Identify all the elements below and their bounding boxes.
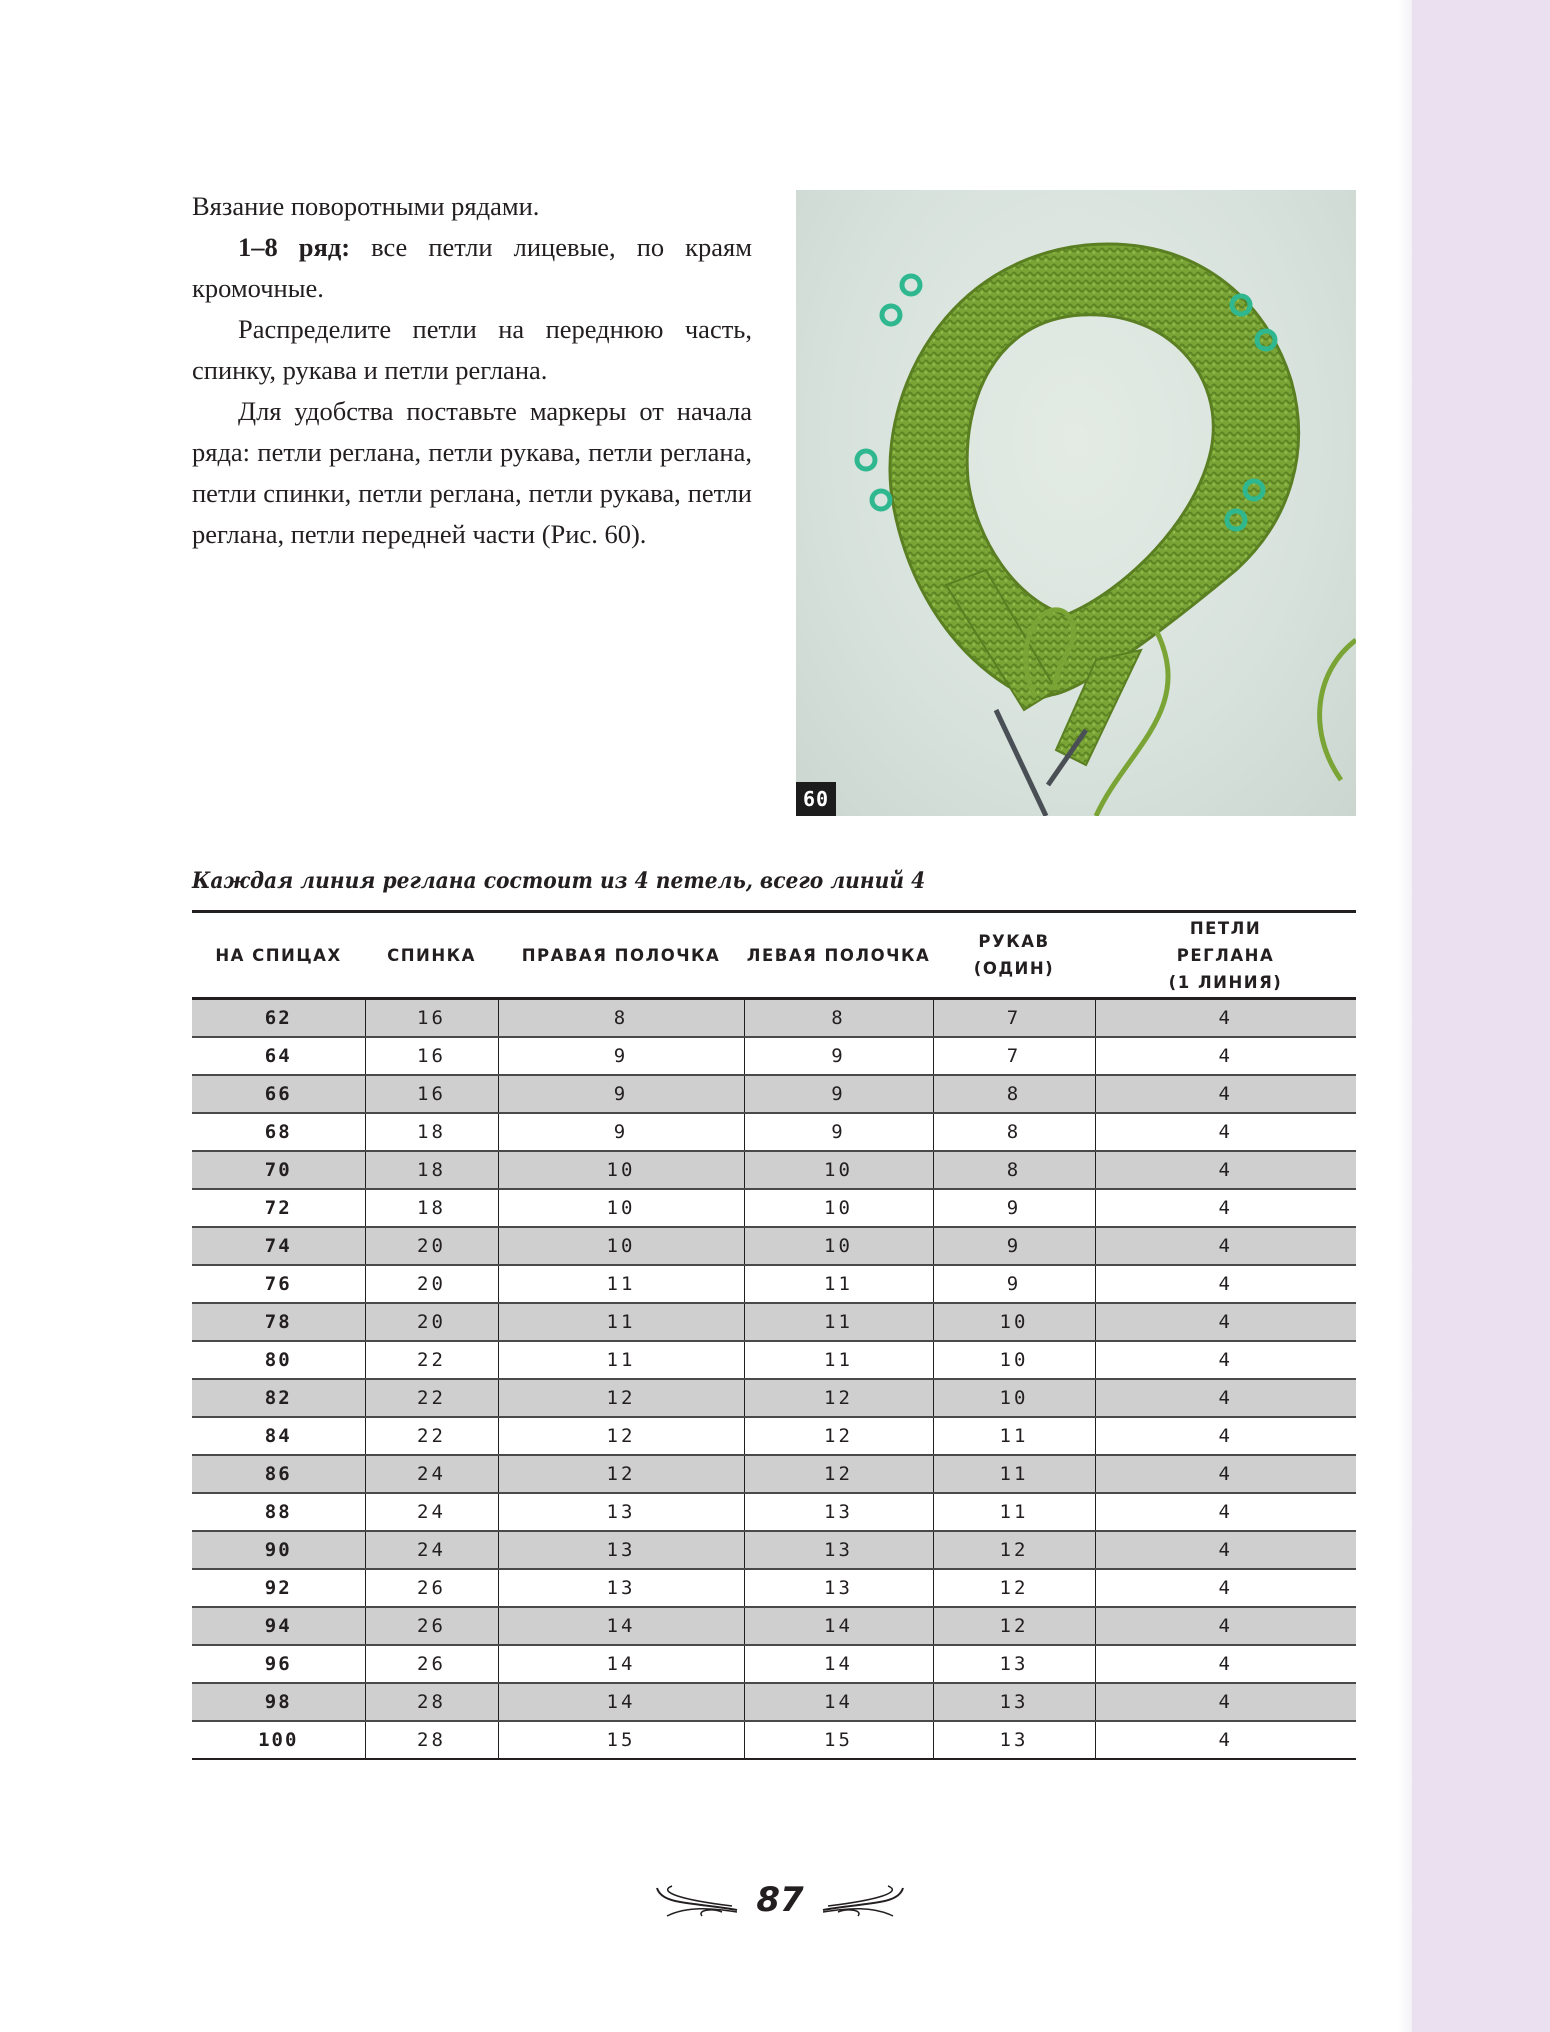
cell-sleeve: 11 xyxy=(933,1417,1095,1455)
cell-total-stitches: 76 xyxy=(192,1265,365,1303)
cell-sleeve: 12 xyxy=(933,1607,1095,1645)
cell-left-front: 13 xyxy=(744,1569,933,1607)
cell-total-stitches: 70 xyxy=(192,1151,365,1189)
cell-total-stitches: 96 xyxy=(192,1645,365,1683)
knitted-yoke-illustration xyxy=(796,190,1356,816)
cell-sleeve: 11 xyxy=(933,1455,1095,1493)
header-total-stitches: НА СПИЦАХ xyxy=(192,913,365,999)
figure-number-badge: 60 xyxy=(796,782,836,816)
body-text xyxy=(192,186,752,555)
cell-sleeve: 13 xyxy=(933,1721,1095,1759)
cell-sleeve: 12 xyxy=(933,1531,1095,1569)
row-instruction xyxy=(192,227,752,309)
cell-back: 26 xyxy=(365,1607,498,1645)
table-row xyxy=(192,1341,1356,1379)
cell-sleeve: 9 xyxy=(933,1265,1095,1303)
cell-raglan-stitches: 4 xyxy=(1095,1075,1356,1113)
cell-total-stitches: 78 xyxy=(192,1303,365,1341)
cell-right-front: 13 xyxy=(498,1569,744,1607)
cell-raglan-stitches: 4 xyxy=(1095,1265,1356,1303)
cell-right-front: 12 xyxy=(498,1379,744,1417)
cell-sleeve: 9 xyxy=(933,1227,1095,1265)
page-footer xyxy=(640,1870,920,1930)
cell-left-front: 10 xyxy=(744,1189,933,1227)
cell-raglan-stitches: 4 xyxy=(1095,1379,1356,1417)
cell-sleeve: 11 xyxy=(933,1493,1095,1531)
cell-total-stitches: 66 xyxy=(192,1075,365,1113)
cell-back: 22 xyxy=(365,1341,498,1379)
cell-back: 24 xyxy=(365,1531,498,1569)
raglan-stitch-table xyxy=(192,913,1356,1760)
cell-total-stitches: 98 xyxy=(192,1683,365,1721)
cell-total-stitches: 64 xyxy=(192,1037,365,1075)
cell-raglan-stitches: 4 xyxy=(1095,1455,1356,1493)
cell-left-front: 10 xyxy=(744,1151,933,1189)
cell-raglan-stitches: 4 xyxy=(1095,1037,1356,1075)
cell-raglan-stitches: 4 xyxy=(1095,1303,1356,1341)
cell-left-front: 12 xyxy=(744,1379,933,1417)
cell-raglan-stitches: 4 xyxy=(1095,1417,1356,1455)
table-row xyxy=(192,1455,1356,1493)
cell-back: 18 xyxy=(365,1189,498,1227)
cell-raglan-stitches: 4 xyxy=(1095,1227,1356,1265)
cell-raglan-stitches: 4 xyxy=(1095,1569,1356,1607)
cell-back: 20 xyxy=(365,1303,498,1341)
table-row xyxy=(192,1683,1356,1721)
table-row xyxy=(192,1113,1356,1151)
header-raglan-stitches: ПЕТЛИ РЕГЛАНА (1 ЛИНИЯ) xyxy=(1095,913,1356,999)
cell-raglan-stitches: 4 xyxy=(1095,999,1356,1038)
cell-raglan-stitches: 4 xyxy=(1095,1607,1356,1645)
table-header-row xyxy=(192,913,1356,999)
table-row xyxy=(192,1037,1356,1075)
cell-back: 20 xyxy=(365,1265,498,1303)
cell-right-front: 11 xyxy=(498,1341,744,1379)
cell-right-front: 12 xyxy=(498,1417,744,1455)
cell-left-front: 9 xyxy=(744,1113,933,1151)
cell-back: 28 xyxy=(365,1683,498,1721)
cell-left-front: 11 xyxy=(744,1341,933,1379)
cell-raglan-stitches: 4 xyxy=(1095,1721,1356,1759)
cell-right-front: 9 xyxy=(498,1113,744,1151)
cell-right-front: 8 xyxy=(498,999,744,1038)
table-row xyxy=(192,999,1356,1038)
cell-total-stitches: 68 xyxy=(192,1113,365,1151)
cell-right-front: 14 xyxy=(498,1645,744,1683)
cell-sleeve: 7 xyxy=(933,1037,1095,1075)
table-row xyxy=(192,1379,1356,1417)
cell-back: 18 xyxy=(365,1113,498,1151)
table-row xyxy=(192,1721,1356,1759)
header-left-front: ЛЕВАЯ ПОЛОЧКА xyxy=(744,913,933,999)
cell-left-front: 9 xyxy=(744,1075,933,1113)
cell-left-front: 14 xyxy=(744,1607,933,1645)
cell-left-front: 10 xyxy=(744,1227,933,1265)
cell-total-stitches: 72 xyxy=(192,1189,365,1227)
row-text: все петли лицевые, по краям кромочные. xyxy=(192,232,752,303)
cell-right-front: 12 xyxy=(498,1455,744,1493)
cell-sleeve: 12 xyxy=(933,1569,1095,1607)
cell-total-stitches: 74 xyxy=(192,1227,365,1265)
cell-sleeve: 10 xyxy=(933,1341,1095,1379)
header-back: СПИНКА xyxy=(365,913,498,999)
cell-left-front: 15 xyxy=(744,1721,933,1759)
cell-sleeve: 13 xyxy=(933,1645,1095,1683)
cell-raglan-stitches: 4 xyxy=(1095,1493,1356,1531)
cell-right-front: 13 xyxy=(498,1531,744,1569)
table-caption: Каждая линия реглана состоит из 4 петель, всего линий 4 xyxy=(192,868,926,894)
figure-60-photo xyxy=(796,190,1356,816)
cell-left-front: 14 xyxy=(744,1683,933,1721)
cell-total-stitches: 88 xyxy=(192,1493,365,1531)
cell-sleeve: 9 xyxy=(933,1189,1095,1227)
cell-right-front: 11 xyxy=(498,1265,744,1303)
table-row xyxy=(192,1265,1356,1303)
paragraph-distribute: Распределите петли на переднюю часть, спинку, рукава и петли реглана. xyxy=(192,314,752,385)
table-row xyxy=(192,1151,1356,1189)
cell-right-front: 14 xyxy=(498,1607,744,1645)
cell-total-stitches: 84 xyxy=(192,1417,365,1455)
cell-total-stitches: 94 xyxy=(192,1607,365,1645)
cell-raglan-stitches: 4 xyxy=(1095,1341,1356,1379)
table-row xyxy=(192,1493,1356,1531)
cell-back: 16 xyxy=(365,1037,498,1075)
cell-back: 18 xyxy=(365,1151,498,1189)
cell-raglan-stitches: 4 xyxy=(1095,1189,1356,1227)
cell-total-stitches: 82 xyxy=(192,1379,365,1417)
cell-back: 26 xyxy=(365,1645,498,1683)
cell-right-front: 14 xyxy=(498,1683,744,1721)
cell-sleeve: 8 xyxy=(933,1151,1095,1189)
cell-left-front: 13 xyxy=(744,1493,933,1531)
table-row xyxy=(192,1645,1356,1683)
table-row xyxy=(192,1227,1356,1265)
table-row xyxy=(192,1303,1356,1341)
cell-sleeve: 8 xyxy=(933,1113,1095,1151)
cell-raglan-stitches: 4 xyxy=(1095,1113,1356,1151)
page-edge-strip xyxy=(1412,0,1550,2032)
table-row xyxy=(192,1189,1356,1227)
cell-total-stitches: 62 xyxy=(192,999,365,1038)
cell-right-front: 10 xyxy=(498,1151,744,1189)
cell-back: 20 xyxy=(365,1227,498,1265)
flourish-right-icon xyxy=(818,1880,908,1920)
paragraph-markers: Для удобства поставьте маркеры от начала ряда: петли реглана, петли рукава, петли реглана, петли спинки, петли реглана, петли рукава, петли реглана, петли передней части (Рис. 60). xyxy=(192,396,752,549)
cell-left-front: 12 xyxy=(744,1455,933,1493)
cell-total-stitches: 90 xyxy=(192,1531,365,1569)
cell-sleeve: 10 xyxy=(933,1303,1095,1341)
cell-total-stitches: 92 xyxy=(192,1569,365,1607)
table-row xyxy=(192,1417,1356,1455)
cell-back: 16 xyxy=(365,1075,498,1113)
cell-left-front: 11 xyxy=(744,1303,933,1341)
cell-left-front: 11 xyxy=(744,1265,933,1303)
cell-left-front: 9 xyxy=(744,1037,933,1075)
cell-right-front: 10 xyxy=(498,1227,744,1265)
flourish-left-icon xyxy=(652,1880,742,1920)
row-label: 1–8 ряд: xyxy=(238,232,351,262)
cell-right-front: 9 xyxy=(498,1075,744,1113)
cell-back: 16 xyxy=(365,999,498,1038)
cell-right-front: 9 xyxy=(498,1037,744,1075)
cell-back: 26 xyxy=(365,1569,498,1607)
cell-raglan-stitches: 4 xyxy=(1095,1683,1356,1721)
table-body xyxy=(192,999,1356,1760)
table-row xyxy=(192,1075,1356,1113)
cell-left-front: 12 xyxy=(744,1417,933,1455)
cell-sleeve: 10 xyxy=(933,1379,1095,1417)
cell-total-stitches: 80 xyxy=(192,1341,365,1379)
cell-left-front: 8 xyxy=(744,999,933,1038)
cell-left-front: 14 xyxy=(744,1645,933,1683)
cell-right-front: 11 xyxy=(498,1303,744,1341)
cell-raglan-stitches: 4 xyxy=(1095,1531,1356,1569)
cell-sleeve: 7 xyxy=(933,999,1095,1038)
cell-sleeve: 13 xyxy=(933,1683,1095,1721)
cell-right-front: 13 xyxy=(498,1493,744,1531)
cell-back: 22 xyxy=(365,1417,498,1455)
cell-right-front: 15 xyxy=(498,1721,744,1759)
cell-sleeve: 8 xyxy=(933,1075,1095,1113)
intro-line: Вязание поворотными рядами. xyxy=(192,191,540,221)
cell-total-stitches: 100 xyxy=(192,1721,365,1759)
table-row xyxy=(192,1569,1356,1607)
cell-back: 24 xyxy=(365,1493,498,1531)
table-row xyxy=(192,1607,1356,1645)
table-row xyxy=(192,1531,1356,1569)
header-right-front: ПРАВАЯ ПОЛОЧКА xyxy=(498,913,744,999)
cell-total-stitches: 86 xyxy=(192,1455,365,1493)
header-sleeve: РУКАВ (ОДИН) xyxy=(933,913,1095,999)
cell-raglan-stitches: 4 xyxy=(1095,1645,1356,1683)
cell-back: 22 xyxy=(365,1379,498,1417)
cell-back: 24 xyxy=(365,1455,498,1493)
cell-raglan-stitches: 4 xyxy=(1095,1151,1356,1189)
page-number: 87 xyxy=(756,1880,804,1920)
cell-left-front: 13 xyxy=(744,1531,933,1569)
cell-back: 28 xyxy=(365,1721,498,1759)
cell-right-front: 10 xyxy=(498,1189,744,1227)
